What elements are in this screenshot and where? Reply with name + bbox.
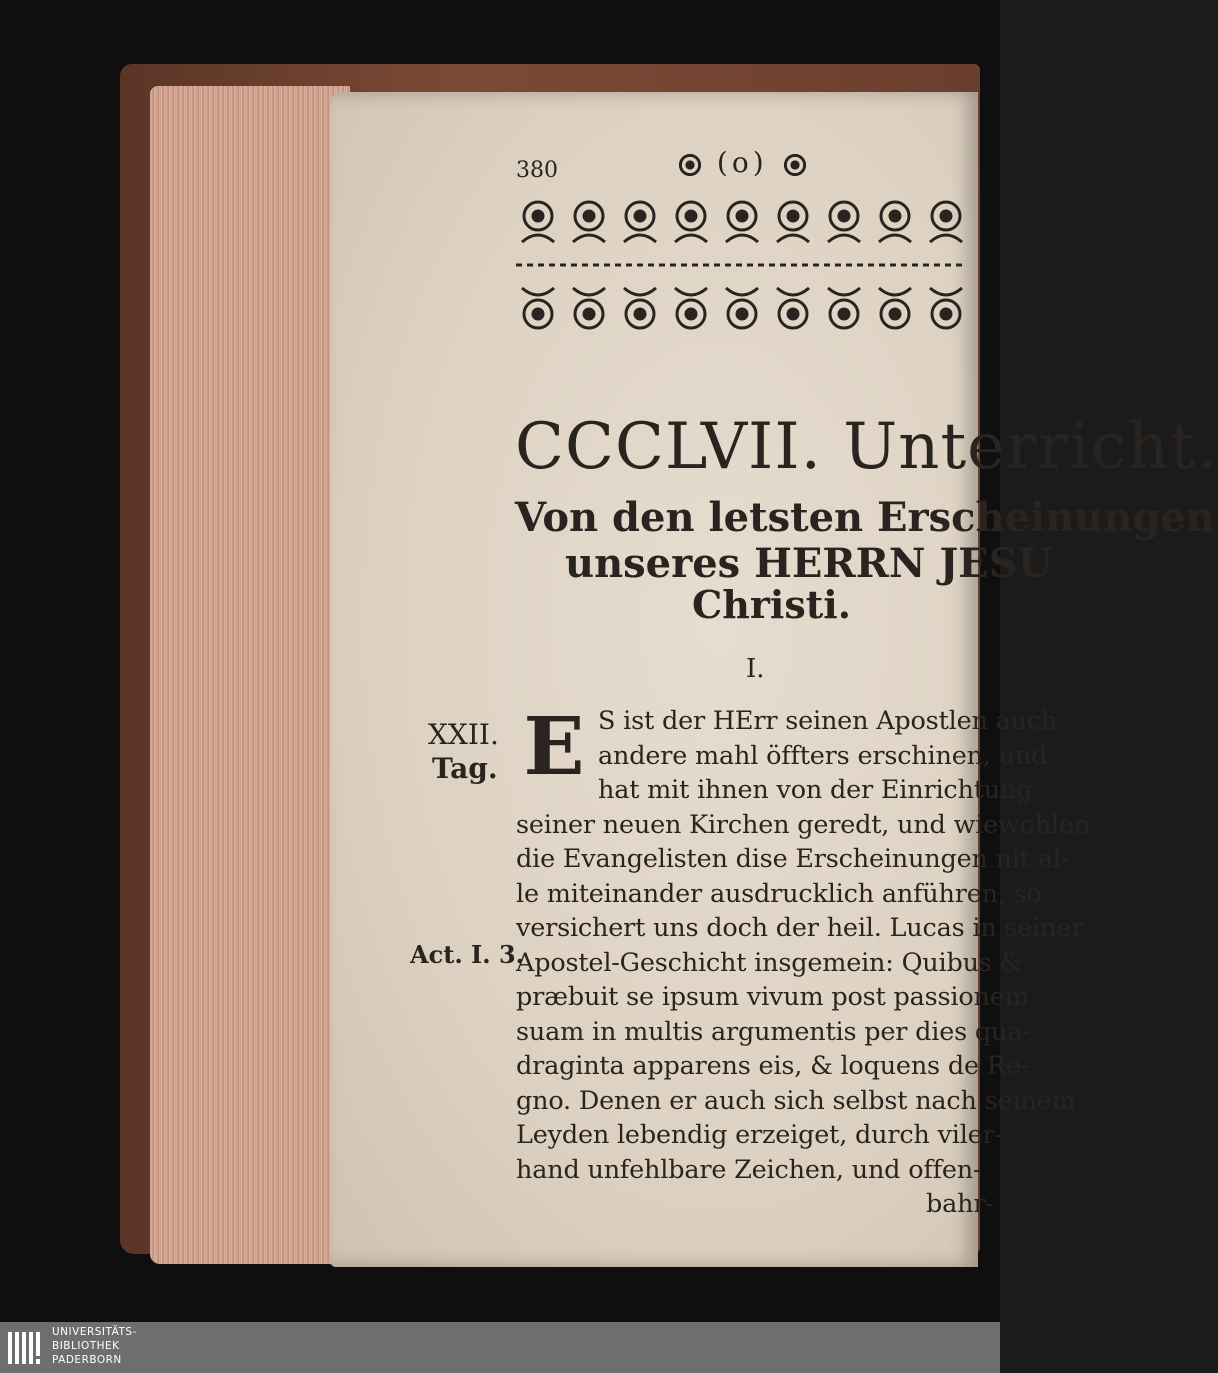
institution-line-1: UNIVERSITÄTS- <box>52 1326 137 1338</box>
institution-line-2: BIBLIOTHEK <box>52 1340 120 1352</box>
body-line: versichert uns doch der heil. Lucas in seiner <box>516 913 1084 943</box>
body-line: Apostel-Geschicht insgemein: Quibus & <box>516 947 1023 978</box>
flower-center <box>584 211 594 221</box>
subtitle-line-2: unseres HERRN JESU <box>565 540 1053 587</box>
body-line: hand unfehlbare Zeichen, und offen- <box>516 1154 982 1185</box>
footer-bar <box>0 1322 1000 1373</box>
body-line: seiner neuen Kirchen geredt, und wiewohlen <box>516 809 1091 840</box>
subtitle-line-3: Christi. <box>692 582 851 627</box>
body-line: andere mahl öffters erschinen, und <box>598 740 1048 771</box>
flower-center <box>890 211 900 221</box>
flower-center <box>788 211 798 221</box>
section-number: I. <box>746 654 765 684</box>
body-line: gno. Denen er auch sich selbst nach seinem <box>516 1085 1076 1116</box>
body-line: bahr- <box>926 1189 994 1219</box>
flower-center <box>788 309 798 319</box>
subtitle-line-1: Von den letsten Erscheinungen <box>515 494 1215 541</box>
flower-center <box>737 309 747 319</box>
body-line: S ist der HErr seinen Apostlen auch <box>598 706 1058 736</box>
margin-note-day-number: XXII. <box>428 718 499 751</box>
floral-ornament-band <box>514 190 968 340</box>
institution-line-3: PADERBORN <box>52 1354 122 1366</box>
body-line: suam in multis argumentis per dies qua- <box>516 1016 1031 1047</box>
flower-center <box>737 211 747 221</box>
flower-center <box>584 309 594 319</box>
flower-center <box>635 211 645 221</box>
flower-center <box>533 211 543 221</box>
flower-center <box>686 309 696 319</box>
library-logo-icon <box>8 1330 46 1366</box>
page-number: 380 <box>516 158 558 183</box>
flower-center <box>941 309 951 319</box>
flower-center <box>890 309 900 319</box>
header-mark-text: (o) <box>716 146 768 179</box>
flower-center <box>839 211 849 221</box>
body-line: præbuit se ipsum vivum post passionem <box>516 982 1029 1012</box>
page-edges <box>150 86 350 1264</box>
flower-center <box>839 309 849 319</box>
body-line: le miteinander ausdrucklich anführen, so <box>516 878 1042 909</box>
margin-note-day-label: Tag. <box>432 752 498 785</box>
leaf-motif <box>573 235 605 295</box>
rosette-icon <box>676 151 704 179</box>
flower-center <box>533 309 543 319</box>
flower-center <box>686 211 696 221</box>
rosette-icon <box>781 151 809 179</box>
drop-cap-initial: E <box>523 699 585 793</box>
body-line: hat mit ihnen von der Einrichtung <box>598 775 1033 805</box>
chapter-title: CCCLVII. Unterricht. <box>515 410 1218 484</box>
header-ornament <box>676 146 809 179</box>
flower-center <box>941 211 951 221</box>
leaf-motif <box>828 235 860 295</box>
body-line: draginta apparens eis, & loquens de Re- <box>516 1051 1030 1081</box>
flower-center <box>635 309 645 319</box>
body-line: die Evangelisten dise Erscheinungen nit al- <box>516 844 1070 874</box>
leaf-motif <box>675 235 707 295</box>
margin-note-reference: Act. I. 3. <box>410 940 525 969</box>
body-line: Leyden lebendig erzeiget, durch viler- <box>516 1120 1003 1150</box>
